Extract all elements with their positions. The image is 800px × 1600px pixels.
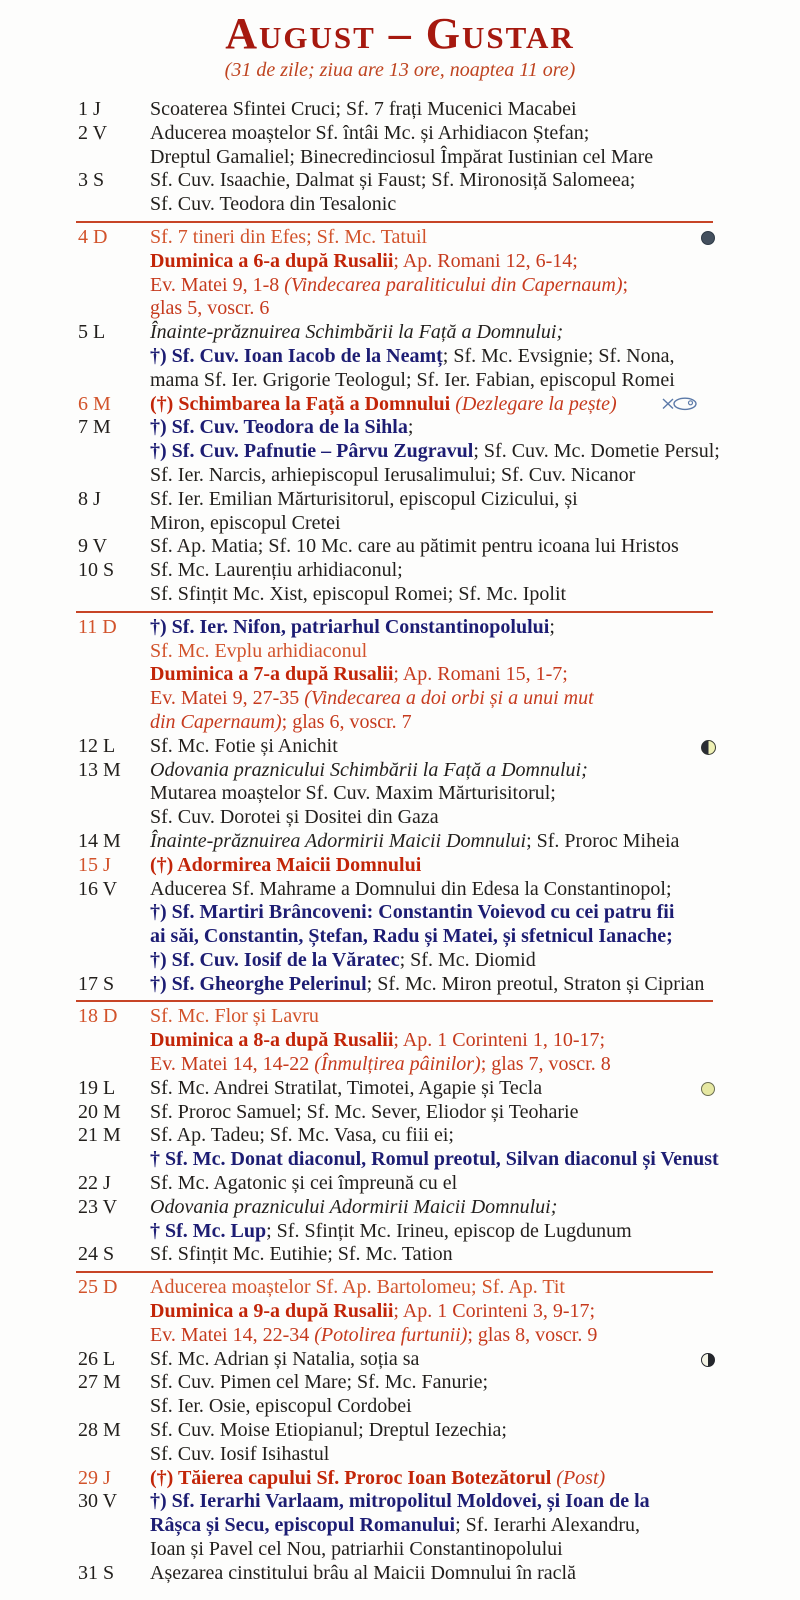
- day-label: 20 M: [78, 1100, 121, 1123]
- calendar-day-row: [0, 1172, 800, 1196]
- day-label: 5 L: [78, 321, 106, 344]
- entry-line: [150, 535, 800, 559]
- entry-text: Duminica a 7-a după Rusalii: [150, 663, 394, 686]
- day-label: 19 L: [78, 1076, 116, 1099]
- entry-text: Sf. Ap. Matia; Sf. 10 Mc. care au pătimit pentru icoana lui Hristos: [150, 535, 679, 558]
- entry-text: †) Sf. Ierarhi Varlaam, mitropolitul Moldovei, și Ioan de la: [150, 1490, 650, 1513]
- calendar-day-row: [0, 1276, 800, 1347]
- calendar-day-row: [0, 416, 800, 487]
- day-label: 12 L: [78, 734, 116, 757]
- entry-line: [150, 878, 800, 902]
- entry-text: Sf. Cuv. Isaachie, Dalmat și Faust; Sf. Mironosiță Salomeea;: [150, 169, 636, 192]
- day-label: 24 S: [78, 1243, 115, 1266]
- entry-line: [150, 663, 800, 687]
- entry-line: [150, 1395, 800, 1419]
- day-entries: [150, 559, 800, 607]
- entry-text: Duminica a 6-a după Rusalii: [150, 249, 394, 272]
- calendar-day-row: [0, 122, 800, 170]
- entry-text: ;: [622, 273, 629, 296]
- entry-text: Sf. Cuv. Moise Etiopianul; Dreptul Iezechia;: [150, 1419, 507, 1442]
- day-entries: [150, 1172, 800, 1196]
- entry-line: [150, 925, 800, 949]
- calendar-day-row: [0, 1348, 800, 1372]
- entry-text: Sf. Cuv. Teodora din Tesalonic: [150, 193, 397, 216]
- calendar-day-row: [0, 1101, 800, 1125]
- day-label: 27 M: [78, 1371, 121, 1394]
- day-label: 31 S: [78, 1561, 115, 1584]
- entry-line: [150, 146, 800, 170]
- entry-text: Ioan și Pavel cel Nou, patriarhii Constantinopolului: [150, 1538, 563, 1561]
- last-quarter-moon-icon: [700, 1352, 716, 1373]
- entry-line: [150, 1276, 800, 1300]
- entry-text: Sf. Sfințit Mc. Xist, episcopul Romei; Sf. Mc. Ipolit: [150, 582, 567, 605]
- day-label: 18 D: [78, 1005, 118, 1028]
- entry-text: † Sf. Mc. Lup: [150, 1219, 267, 1242]
- day-entries: [150, 1419, 800, 1467]
- day-label: 6 M: [78, 392, 111, 415]
- entry-text: (Post): [556, 1466, 606, 1489]
- calendar-header: [0, 0, 800, 82]
- sunday-separator: [76, 221, 713, 223]
- day-entries: [150, 1562, 800, 1586]
- entry-line: [150, 98, 800, 122]
- entry-text: Ev. Matei 9, 27-35: [150, 687, 305, 710]
- entry-line: [150, 1148, 800, 1172]
- entry-line: [150, 369, 800, 393]
- entry-line: [150, 1443, 800, 1467]
- day-entries: [150, 98, 800, 122]
- day-entries: [150, 830, 800, 854]
- day-label: 7 M: [78, 416, 111, 439]
- day-label: 10 S: [78, 559, 115, 582]
- entry-text: Sf. Mc. Andrei Stratilat, Timotei, Agapie și Tecla: [150, 1076, 543, 1099]
- sunday-separator: [76, 1271, 713, 1273]
- entry-line: [150, 1172, 800, 1196]
- entry-text: Aducerea moaștelor Sf. întâi Mc. și Arhidiacon Ștefan;: [150, 121, 590, 144]
- entry-text: ; Sf. Cuv. Mc. Dometie Persul;: [473, 440, 720, 463]
- sunday-separator: [76, 1000, 713, 1002]
- entry-line: [150, 830, 800, 854]
- entry-text: ;: [549, 615, 555, 638]
- calendar-day-row: [0, 226, 800, 321]
- entry-text: ;: [407, 416, 414, 439]
- calendar-day-row: [0, 878, 800, 973]
- entry-line: [150, 488, 800, 512]
- entry-line: [150, 806, 800, 830]
- day-label: 23 V: [78, 1195, 118, 1218]
- day-entries: [150, 1101, 800, 1125]
- entry-text: Sf. Ap. Tadeu; Sf. Mc. Vasa, cu fiii ei;: [150, 1124, 454, 1147]
- entry-line: [150, 321, 800, 345]
- entry-text: Râșca și Secu, episcopul Romanului: [150, 1514, 456, 1537]
- full-moon-icon: [700, 1081, 716, 1102]
- entry-line: [150, 854, 800, 878]
- entry-text: †) Sf. Cuv. Ioan Iacob de la Neamț: [150, 344, 443, 367]
- fish-icon: [661, 395, 703, 418]
- entry-text: ; Sf. Ierarhi Alexandru,: [455, 1514, 641, 1537]
- calendar-day-row: [0, 1196, 800, 1244]
- calendar-day-row: [0, 830, 800, 854]
- entry-text: Sf. Sfințit Mc. Eutihie; Sf. Mc. Tation: [150, 1243, 453, 1266]
- entry-text: (†) Schimbarea la Față a Domnului: [150, 392, 456, 415]
- entry-text: ; Sf. Mc. Diomid: [399, 948, 536, 971]
- entry-text: Mutarea moaștelor Sf. Cuv. Maxim Mărturisitorul;: [150, 782, 556, 805]
- entry-text: Ev. Matei 9, 1-8: [150, 273, 285, 296]
- calendar-day-row: [0, 1005, 800, 1076]
- entry-line: [150, 440, 800, 464]
- day-label: 3 S: [78, 169, 105, 192]
- entry-line: [150, 1324, 800, 1348]
- day-entries: [150, 854, 800, 878]
- entry-line: [150, 193, 800, 217]
- entry-line: [150, 345, 800, 369]
- day-entries: [150, 973, 800, 997]
- day-label: 25 D: [78, 1276, 118, 1299]
- day-label: 28 M: [78, 1419, 121, 1442]
- entry-text: Sf. Ier. Narcis, arhiepiscopul Ierusalimului; Sf. Cuv. Nicanor: [150, 463, 636, 486]
- day-label: 4 D: [78, 225, 108, 248]
- entry-line: [150, 512, 800, 536]
- entry-text: Odovania praznicului Schimbării la Față a Domnului;: [150, 758, 588, 781]
- entry-text: ; Sf. Proroc Miheia: [526, 829, 680, 852]
- entry-text: Sf. Cuv. Iosif Isihastul: [150, 1442, 330, 1465]
- day-entries: [150, 1276, 800, 1347]
- entry-text: ; glas 7, voscr. 8: [480, 1053, 611, 1076]
- day-entries: [150, 416, 800, 487]
- entry-text: Dreptul Gamaliel; Binecredinciosul Împărat Iustinian cel Mare: [150, 145, 654, 168]
- entry-text: ai săi, Constantin, Ștefan, Radu și Matei, și sfetnicul Ianache;: [150, 925, 673, 948]
- entry-text: Aducerea moaștelor Sf. Ap. Bartolomeu; Sf. Ap. Tit: [150, 1276, 565, 1299]
- entry-line: [150, 464, 800, 488]
- entry-line: [150, 1101, 800, 1125]
- entry-line: [150, 297, 800, 321]
- entry-text: Aducerea Sf. Mahrame a Domnului din Edesa la Constantinopol;: [150, 877, 672, 900]
- calendar-day-row: [0, 1371, 800, 1419]
- calendar-day-row: [0, 1124, 800, 1172]
- entry-line: [150, 274, 800, 298]
- entry-text: (Dezlegare la pește): [455, 392, 617, 415]
- entry-line: [150, 1220, 800, 1244]
- day-entries: [150, 1467, 800, 1491]
- day-label: 29 J: [78, 1466, 111, 1489]
- entry-text: Sf. Proroc Samuel; Sf. Mc. Sever, Eliodor și Teoharie: [150, 1100, 579, 1123]
- entry-text: (Vindecarea paraliticului din Capernaum): [284, 273, 623, 296]
- entry-line: [150, 1124, 800, 1148]
- day-label: 17 S: [78, 972, 115, 995]
- first-quarter-moon-icon: [700, 739, 717, 761]
- day-label: 30 V: [78, 1490, 118, 1513]
- calendar-day-row: [0, 1562, 800, 1586]
- entry-line: [150, 1514, 800, 1538]
- calendar-day-row: [0, 393, 800, 417]
- day-entries: [150, 1196, 800, 1244]
- entry-text: ; Ap. Romani 12, 6-14;: [393, 249, 578, 272]
- entry-text: Ev. Matei 14, 14-22: [150, 1053, 315, 1076]
- entry-line: [150, 169, 800, 193]
- calendar-day-row: [0, 535, 800, 559]
- entry-line: [150, 640, 800, 664]
- page-title: August – Gustar: [225, 9, 575, 58]
- calendar-day-row: [0, 759, 800, 830]
- day-entries: [150, 1124, 800, 1172]
- entry-text: Miron, episcopul Cretei: [150, 511, 341, 534]
- entry-line: [150, 1371, 800, 1395]
- entry-line: [150, 759, 800, 783]
- entry-line: [150, 782, 800, 806]
- calendar-day-row: [0, 1490, 800, 1561]
- entry-line: [150, 1300, 800, 1324]
- calendar-day-row: [0, 321, 800, 392]
- entry-line: [150, 901, 800, 925]
- day-entries: [150, 488, 800, 536]
- entry-text: Sf. Cuv. Pimen cel Mare; Sf. Mc. Fanurie;: [150, 1371, 489, 1394]
- entry-text: Sf. Mc. Flor și Lavru: [150, 1005, 319, 1028]
- new-moon-icon: [700, 230, 716, 251]
- calendar-day-row: [0, 854, 800, 878]
- day-entries: [150, 1243, 800, 1267]
- day-label: 9 V: [78, 535, 108, 558]
- entry-text: Înainte-prăznuirea Adormirii Maicii Domnului: [150, 829, 527, 852]
- entry-line: [150, 583, 800, 607]
- entry-text: †) Sf. Martiri Brâncoveni: Constantin Voievod cu cei patru fii: [150, 901, 675, 924]
- day-entries: [150, 878, 800, 973]
- day-entries: [150, 169, 800, 217]
- page-subtitle: (31 de zile; ziua are 13 ore, noaptea 11 ore): [224, 59, 576, 81]
- entry-text: din Capernaum): [150, 710, 282, 733]
- entry-text: Sf. Mc. Laurențiu arhidiaconul;: [150, 559, 403, 582]
- calendar-day-row: [0, 98, 800, 122]
- entry-line: [150, 711, 800, 735]
- entry-text: ; Sf. Mc. Evsignie; Sf. Nona,: [442, 344, 675, 367]
- sunday-separator: [76, 611, 713, 613]
- entry-text: Duminica a 8-a după Rusalii: [150, 1029, 394, 1052]
- entry-text: (Vindecarea a doi orbi și a unui mut: [304, 687, 594, 710]
- day-entries: [150, 122, 800, 170]
- entry-line: [150, 559, 800, 583]
- entry-text: Sf. Ier. Osie, episcopul Cordobei: [150, 1395, 412, 1418]
- day-label: 11 D: [78, 615, 117, 638]
- entry-text: †) Sf. Ier. Nifon, patriarhul Constantinopolului: [150, 615, 550, 638]
- entry-text: ; glas 8, voscr. 9: [467, 1323, 598, 1346]
- entry-line: [150, 1467, 800, 1491]
- entry-text: Sf. Mc. Evplu arhidiaconul: [150, 639, 368, 662]
- entry-text: ; Ap. 1 Corinteni 3, 9-17;: [393, 1300, 596, 1323]
- calendar-day-row: [0, 1467, 800, 1491]
- entry-line: [150, 416, 800, 440]
- entry-text: Duminica a 9-a după Rusalii: [150, 1300, 394, 1323]
- entry-line: [150, 616, 800, 640]
- entry-line: [150, 1005, 800, 1029]
- entry-text: Sf. Cuv. Dorotei și Dositei din Gaza: [150, 806, 439, 829]
- day-label: 21 M: [78, 1124, 121, 1147]
- day-label: 16 V: [78, 877, 118, 900]
- calendar-day-row: [0, 559, 800, 607]
- day-list: [0, 98, 800, 1586]
- calendar-day-row: [0, 735, 800, 759]
- entry-text: Așezarea cinstitului brâu al Maicii Domnului în raclă: [150, 1561, 576, 1584]
- entry-text: Înainte-prăznuirea Schimbării la Față a Domnului;: [150, 321, 564, 344]
- entry-text: (†) Adormirea Maicii Domnului: [150, 853, 422, 876]
- entry-text: ; Ap. 1 Corinteni 1, 10-17;: [393, 1029, 606, 1052]
- entry-line: [150, 973, 800, 997]
- entry-line: [150, 1243, 800, 1267]
- entry-line: [150, 250, 800, 274]
- entry-text: ; glas 6, voscr. 7: [281, 710, 412, 733]
- entry-text: † Sf. Mc. Donat diaconul, Romul preotul, Silvan diaconul și Venust: [150, 1148, 719, 1171]
- entry-text: ; Ap. Romani 15, 1-7;: [393, 663, 568, 686]
- entry-text: mama Sf. Ier. Grigorie Teologul; Sf. Ier. Fabian, episcopul Romei: [150, 368, 675, 391]
- entry-text: †) Sf. Cuv. Teodora de la Sihla: [150, 416, 408, 439]
- entry-text: Scoaterea Sfintei Cruci; Sf. 7 frați Mucenici Macabei: [150, 98, 577, 120]
- entry-text: (Potolirea furtunii): [314, 1323, 468, 1346]
- entry-text: ; Sf. Sfințit Mc. Irineu, episcop de Lugdunum: [266, 1219, 632, 1242]
- entry-line: [150, 1029, 800, 1053]
- calendar-day-row: [0, 1077, 800, 1101]
- day-entries: [150, 1005, 800, 1076]
- calendar-day-row: [0, 616, 800, 735]
- day-label: 22 J: [78, 1172, 111, 1195]
- entry-text: (Înmulțirea pâinilor): [314, 1053, 481, 1076]
- entry-line: [150, 1196, 800, 1220]
- day-label: 2 V: [78, 121, 108, 144]
- day-label: 1 J: [78, 98, 101, 120]
- day-entries: [150, 759, 800, 830]
- calendar-day-row: [0, 1419, 800, 1467]
- entry-text: Sf. Mc. Fotie și Anichit: [150, 734, 338, 757]
- entry-line: [150, 1419, 800, 1443]
- entry-text: Sf. Mc. Adrian și Natalia, soția sa: [150, 1347, 420, 1370]
- entry-text: (†) Tăierea capului Sf. Proroc Ioan Botezătorul: [150, 1466, 557, 1489]
- entry-text: Ev. Matei 14, 22-34: [150, 1323, 315, 1346]
- day-entries: [150, 321, 800, 392]
- entry-line: [150, 122, 800, 146]
- entry-text: †) Sf. Gheorghe Pelerinul: [150, 972, 367, 995]
- entry-line: [150, 949, 800, 973]
- day-label: 13 M: [78, 758, 121, 781]
- entry-line: [150, 1053, 800, 1077]
- day-label: 26 L: [78, 1347, 116, 1370]
- day-entries: [150, 616, 800, 735]
- entry-text: Sf. Mc. Agatonic și cei împreună cu el: [150, 1172, 458, 1195]
- day-label: 8 J: [78, 487, 101, 510]
- entry-text: Odovania praznicului Adormirii Maicii Domnului;: [150, 1195, 558, 1218]
- entry-text: †) Sf. Cuv. Pafnutie – Pârvu Zugravul: [150, 440, 474, 463]
- calendar-day-row: [0, 973, 800, 997]
- day-label: 14 M: [78, 829, 121, 852]
- day-entries: [150, 535, 800, 559]
- calendar-day-row: [0, 1243, 800, 1267]
- day-entries: [150, 1371, 800, 1419]
- entry-line: [150, 1490, 800, 1514]
- entry-text: glas 5, voscr. 6: [150, 297, 270, 320]
- calendar-day-row: [0, 488, 800, 536]
- entry-text: Sf. 7 tineri din Efes; Sf. Mc. Tatuil: [150, 225, 428, 248]
- entry-line: [150, 687, 800, 711]
- entry-line: [150, 1562, 800, 1586]
- day-entries: [150, 1490, 800, 1561]
- entry-text: ; Sf. Mc. Miron preotul, Straton și Ciprian: [366, 972, 705, 995]
- entry-text: Sf. Ier. Emilian Mărturisitorul, episcopul Cizicului, și: [150, 487, 578, 510]
- entry-text: †) Sf. Cuv. Iosif de la Văratec: [150, 948, 400, 971]
- calendar-day-row: [0, 169, 800, 217]
- entry-line: [150, 1538, 800, 1562]
- day-label: 15 J: [78, 853, 111, 876]
